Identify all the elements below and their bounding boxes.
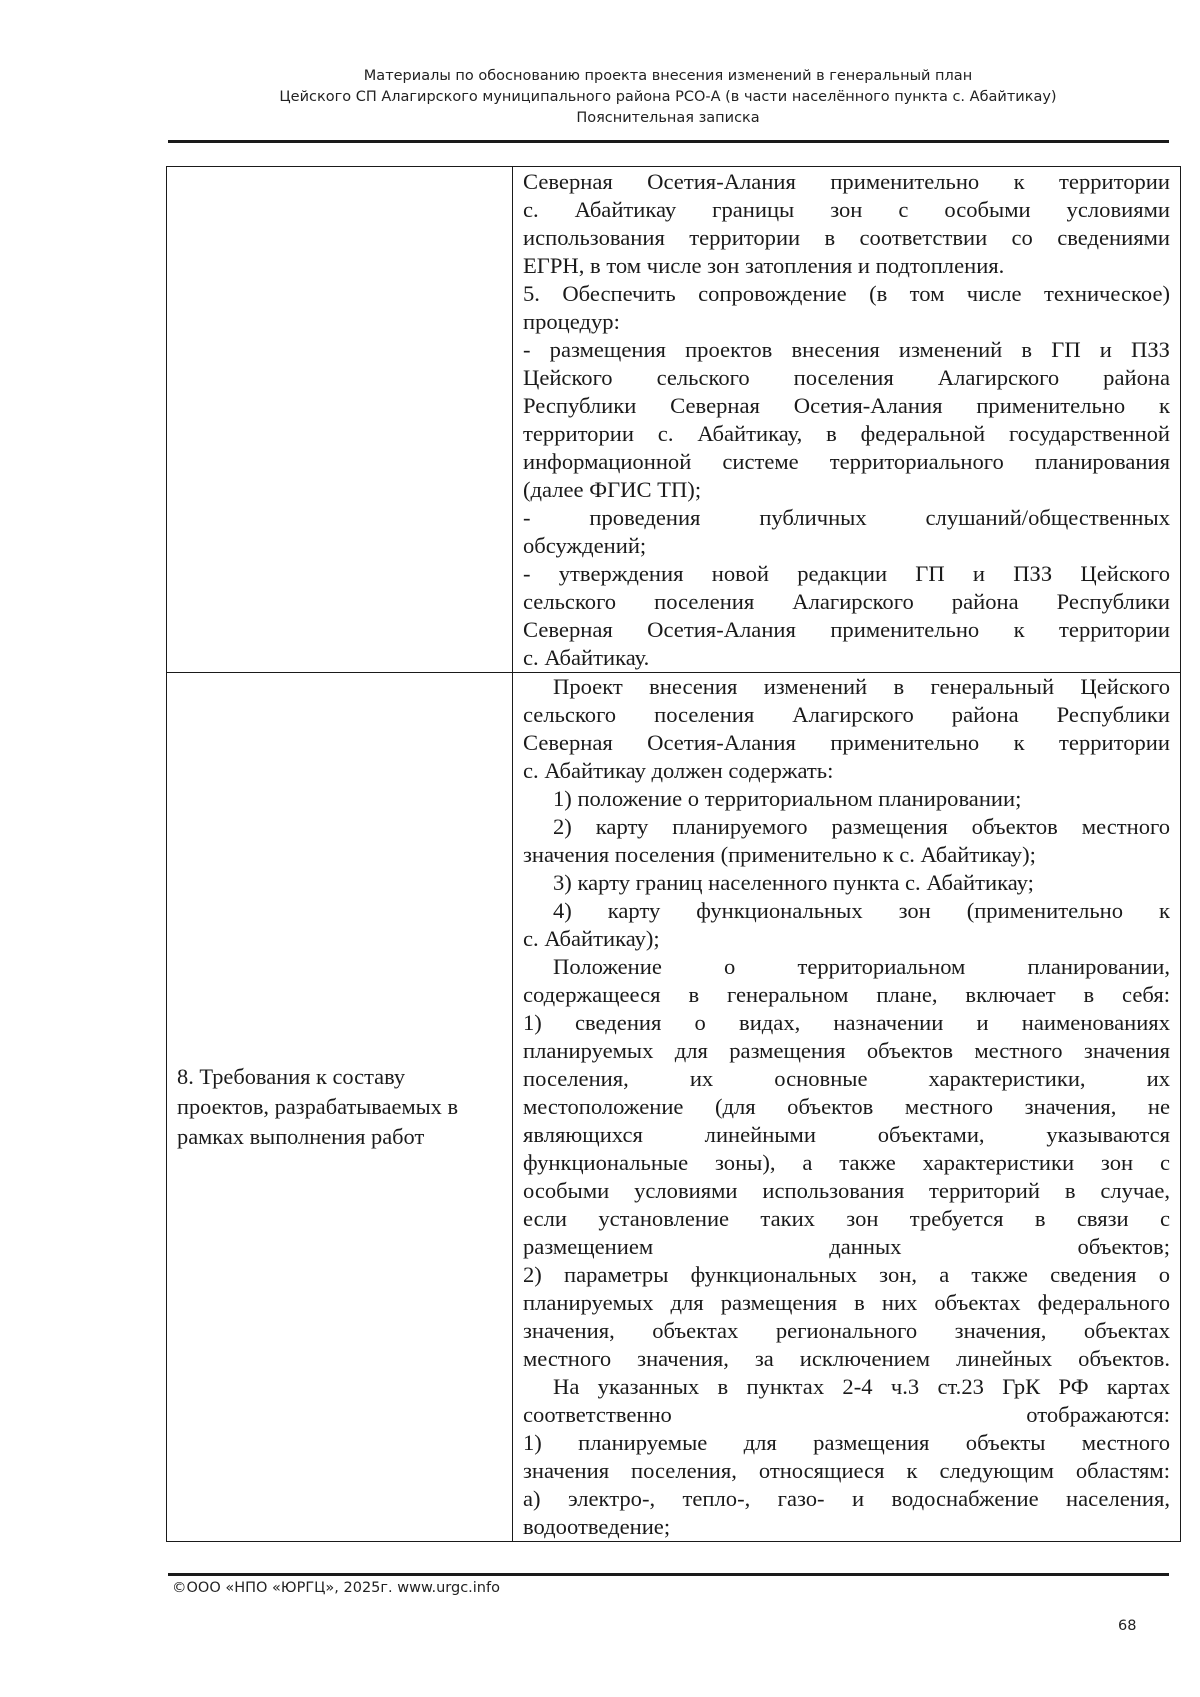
text-line: если установление таких зон требуется в связи с xyxy=(523,1206,1170,1231)
text-line: - утверждения новой редакции ГП и ПЗЗ Цейского xyxy=(523,561,1170,586)
text-line: являющихся линейными объектами, указываются xyxy=(523,1122,1170,1147)
row1-content-cell xyxy=(513,167,1181,673)
requirement-title: 8. Требования к составу проектов, разрабатываемых в рамках выполнения работ xyxy=(177,1064,459,1149)
footer-divider xyxy=(168,1573,1169,1576)
text-line: водоотведение; xyxy=(523,1514,671,1539)
text-line: планируемых для размещения в них объектах федерального xyxy=(523,1290,1170,1315)
text-line: а) электро-, тепло-, газо- и водоснабжение населения, xyxy=(523,1486,1170,1511)
footer-copyright: ©ООО «НПО «ЮРГЦ», 2025г. www.urgc.info xyxy=(172,1580,500,1596)
text-line: сельского поселения Алагирского района Республики xyxy=(523,589,1170,614)
text-line: Северная Осетия-Алания применительно к территории xyxy=(523,169,1170,194)
text-line: Республики Северная Осетия-Алания применительно к xyxy=(523,393,1170,418)
text-line: обсуждений; xyxy=(523,533,647,558)
text-line: планируемых для размещения объектов местного значения xyxy=(523,1038,1170,1063)
text-line: с. Абайтикау); xyxy=(523,926,660,951)
text-line: содержащееся в генеральном плане, включает в себя: xyxy=(523,982,1170,1007)
page-header xyxy=(168,66,1168,129)
header-line-2: Цейского СП Алагирского муниципального района РСО-А (в части населённого пункта с. Абайтикау) xyxy=(279,89,1057,105)
text-line: сельского поселения Алагирского района Республики xyxy=(523,702,1170,727)
text-line: Положение о территориальном планировании, xyxy=(553,954,1170,979)
text-line: ЕГРН, в том числе зон затопления и подтопления. xyxy=(523,253,1005,278)
table-row xyxy=(167,673,1181,1542)
text-line: - размещения проектов внесения изменений в ГП и ПЗЗ xyxy=(523,337,1170,362)
text-line: Проект внесения изменений в генеральный Цейского xyxy=(553,674,1170,699)
text-line: местного значения, за исключением линейных объектов. xyxy=(523,1346,1170,1371)
text-line: 5. Обеспечить сопровождение (в том числе техническое) xyxy=(523,281,1170,306)
row1-label-cell xyxy=(167,167,513,673)
text-line: 2) карту планируемого размещения объектов местного xyxy=(553,814,1170,839)
text-line: местоположение (для объектов местного значения, не xyxy=(523,1094,1170,1119)
text-line: размещением данных объектов; xyxy=(523,1234,1170,1259)
text-line: Северная Осетия-Алания применительно к территории xyxy=(523,730,1170,755)
text-line: процедур: xyxy=(523,309,620,334)
text-line: соответственно отображаются: xyxy=(523,1402,1170,1427)
text-line: территории с. Абайтикау, в федеральной государственной xyxy=(523,421,1170,446)
text-line: с. Абайтикау. xyxy=(523,645,650,670)
text-line: функциональные зоны), а также характеристики зон с xyxy=(523,1150,1170,1175)
row2-content-cell xyxy=(513,673,1181,1542)
requirements-table xyxy=(166,166,1181,1542)
text-line: значения поселения (применительно к с. Абайтикау); xyxy=(523,842,1036,867)
text-line: Северная Осетия-Алания применительно к территории xyxy=(523,617,1170,642)
text-line: - проведения публичных слушаний/общественных xyxy=(523,505,1170,530)
text-line: Цейского сельского поселения Алагирского района xyxy=(523,365,1170,390)
text-line: с. Абайтикау границы зон с особыми условиями xyxy=(523,197,1170,222)
text-line: информационной системе территориального планирования xyxy=(523,449,1170,474)
text-line: значения поселения, относящиеся к следующим областям: xyxy=(523,1458,1170,1483)
text-line: 1) сведения о видах, назначении и наименованиях xyxy=(523,1010,1170,1035)
row2-label-cell xyxy=(167,673,513,1542)
text-line: поселения, их основные характеристики, их xyxy=(523,1066,1170,1091)
text-line: (далее ФГИС ТП); xyxy=(523,477,702,502)
text-line: 1) планируемые для размещения объекты местного xyxy=(523,1430,1170,1455)
header-line-3: Пояснительная записка xyxy=(576,110,760,126)
text-line: 3) карту границ населенного пункта с. Абайтикау; xyxy=(553,870,1034,895)
text-line: 1) положение о территориальном планировании; xyxy=(553,786,1022,811)
table-row xyxy=(167,167,1181,673)
text-line: с. Абайтикау должен содержать: xyxy=(523,758,834,783)
text-line: 4) карту функциональных зон (применительно к xyxy=(553,898,1170,923)
header-divider xyxy=(168,140,1169,143)
text-line: особыми условиями использования территорий в случае, xyxy=(523,1178,1170,1203)
text-line: 2) параметры функциональных зон, а также сведения о xyxy=(523,1262,1170,1287)
text-line: На указанных в пунктах 2-4 ч.3 ст.23 ГрК РФ картах xyxy=(553,1374,1170,1399)
header-line-1: Материалы по обоснованию проекта внесения изменений в генеральный план xyxy=(363,68,973,84)
text-line: значения, объектах регионального значения, объектах xyxy=(523,1318,1170,1343)
page-number: 68 xyxy=(1118,1618,1137,1634)
text-line: использования территории в соответствии со сведениями xyxy=(523,225,1170,250)
